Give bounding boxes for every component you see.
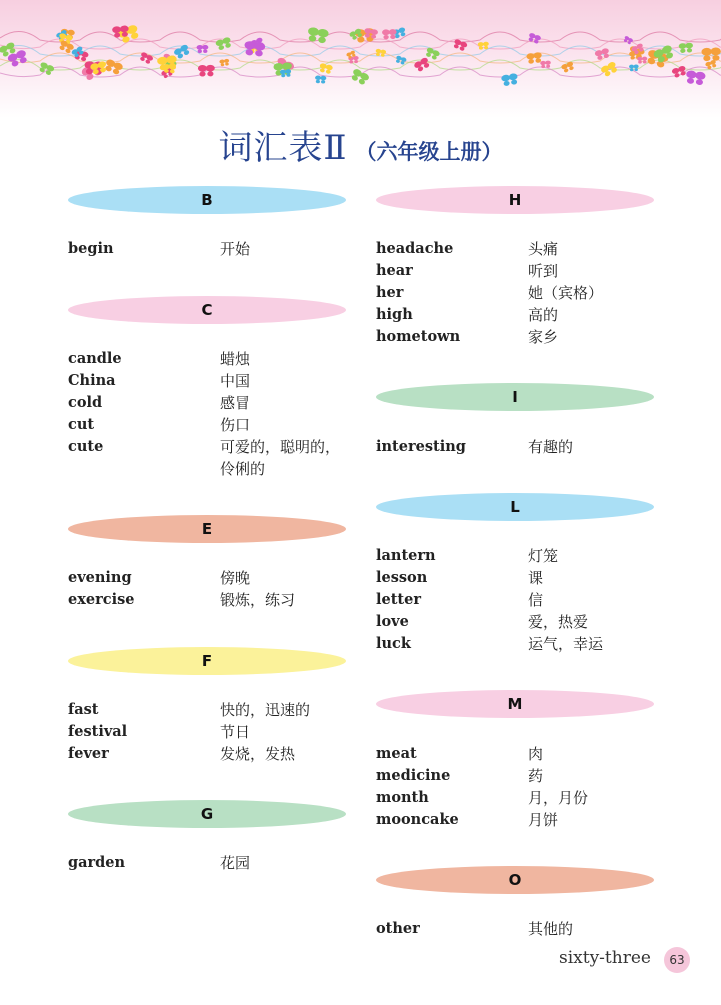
vocab-word: her — [376, 284, 404, 301]
vocab-meaning: 快的，迅速的 — [220, 701, 311, 719]
vocab-meaning: 她（宾格） — [528, 284, 604, 302]
vocab-word: other — [376, 920, 420, 937]
section-header-c — [68, 296, 346, 324]
vocab-word: lesson — [376, 569, 428, 586]
vocab-meaning: 头痛 — [528, 240, 559, 258]
vocab-word: medicine — [376, 767, 451, 784]
section-letter: O — [508, 871, 522, 889]
butterfly-banner — [0, 0, 721, 118]
section-header-i — [376, 383, 654, 411]
vocab-meaning: 傍晚 — [220, 569, 251, 587]
vocab-meaning: 听到 — [528, 262, 559, 280]
vocab-word: hometown — [376, 328, 461, 345]
vocab-meaning: 信 — [528, 591, 544, 609]
section-header-b — [68, 186, 346, 214]
vocab-meaning: 有趣的 — [528, 438, 574, 456]
vocab-word: garden — [68, 854, 126, 871]
vocab-word: headache — [376, 240, 454, 257]
vocab-word: begin — [68, 240, 114, 257]
vocab-word: evening — [68, 569, 132, 586]
section-letter: C — [201, 301, 213, 319]
vocab-word: cute — [68, 438, 104, 455]
vocab-word: festival — [68, 723, 128, 740]
vocab-word: letter — [376, 591, 421, 608]
vocab-word: high — [376, 306, 413, 323]
vocab-word: candle — [68, 350, 122, 367]
vocab-meaning: 伤口 — [220, 416, 251, 434]
vocab-meaning: 月饼 — [528, 811, 559, 829]
vocab-word: lantern — [376, 547, 436, 564]
vocab-word: fast — [68, 701, 99, 718]
vocab-word: exercise — [68, 591, 135, 608]
section-letter: M — [507, 695, 523, 713]
section-header-g — [68, 800, 346, 828]
vocab-meaning: 家乡 — [528, 328, 559, 346]
section-letter: H — [508, 191, 522, 209]
vocab-word: interesting — [376, 438, 466, 455]
vocab-word: luck — [376, 635, 411, 652]
vocab-meaning: 感冒 — [220, 394, 251, 412]
vocab-meaning: 开始 — [220, 240, 251, 258]
vocab-meaning: 灯笼 — [528, 547, 559, 565]
vocab-meaning: 药 — [528, 767, 544, 785]
vocab-meaning: 可爱的，聪明的， — [220, 438, 341, 456]
section-letter: L — [510, 498, 520, 516]
vocab-word: love — [376, 613, 409, 630]
section-letter: I — [512, 388, 518, 406]
section-letter: E — [201, 520, 213, 538]
section-header-h — [376, 186, 654, 214]
vocab-meaning: 爱，热爱 — [528, 613, 589, 631]
vocab-word: fever — [68, 745, 109, 762]
vocab-meaning: 花园 — [220, 854, 251, 872]
vocab-meaning: 中国 — [220, 372, 251, 390]
title-sub: （六年级上册） — [355, 139, 503, 164]
vocab-meaning: 高的 — [528, 306, 559, 324]
vocab-meaning: 节日 — [220, 723, 251, 741]
vocab-word: mooncake — [376, 811, 459, 828]
section-header-m — [376, 690, 654, 718]
vocab-meaning: 锻炼，练习 — [220, 591, 296, 609]
vocab-word: cold — [68, 394, 103, 411]
section-letter: F — [201, 652, 213, 670]
vocab-meaning: 月，月份 — [528, 789, 589, 807]
vocab-meaning: 肉 — [528, 745, 544, 763]
vocab-meaning: 课 — [528, 569, 544, 587]
section-header-l — [376, 493, 654, 521]
vocab-word: hear — [376, 262, 413, 279]
vocab-meaning: 发烧，发热 — [220, 745, 296, 763]
vocab-meaning: 蜡烛 — [220, 350, 251, 368]
vocab-meaning: 运气，幸运 — [528, 635, 604, 653]
vocab-meaning-line2: 伶俐的 — [220, 460, 266, 478]
title-main: 词汇表Ⅱ — [218, 128, 348, 168]
page-number-badge: 63 — [664, 947, 690, 973]
butterfly-garland-icon — [0, 0, 721, 118]
vocab-word: meat — [376, 745, 417, 762]
vocab-word: month — [376, 789, 429, 806]
section-header-f — [68, 647, 346, 675]
page-number-word: sixty-three — [559, 948, 651, 968]
vocab-meaning: 其他的 — [528, 920, 574, 938]
page-title — [0, 120, 721, 169]
section-letter: G — [200, 805, 214, 823]
section-header-e — [68, 515, 346, 543]
vocab-word: China — [68, 372, 116, 389]
vocab-word: cut — [68, 416, 95, 433]
section-letter: B — [201, 191, 213, 209]
section-header-o — [376, 866, 654, 894]
